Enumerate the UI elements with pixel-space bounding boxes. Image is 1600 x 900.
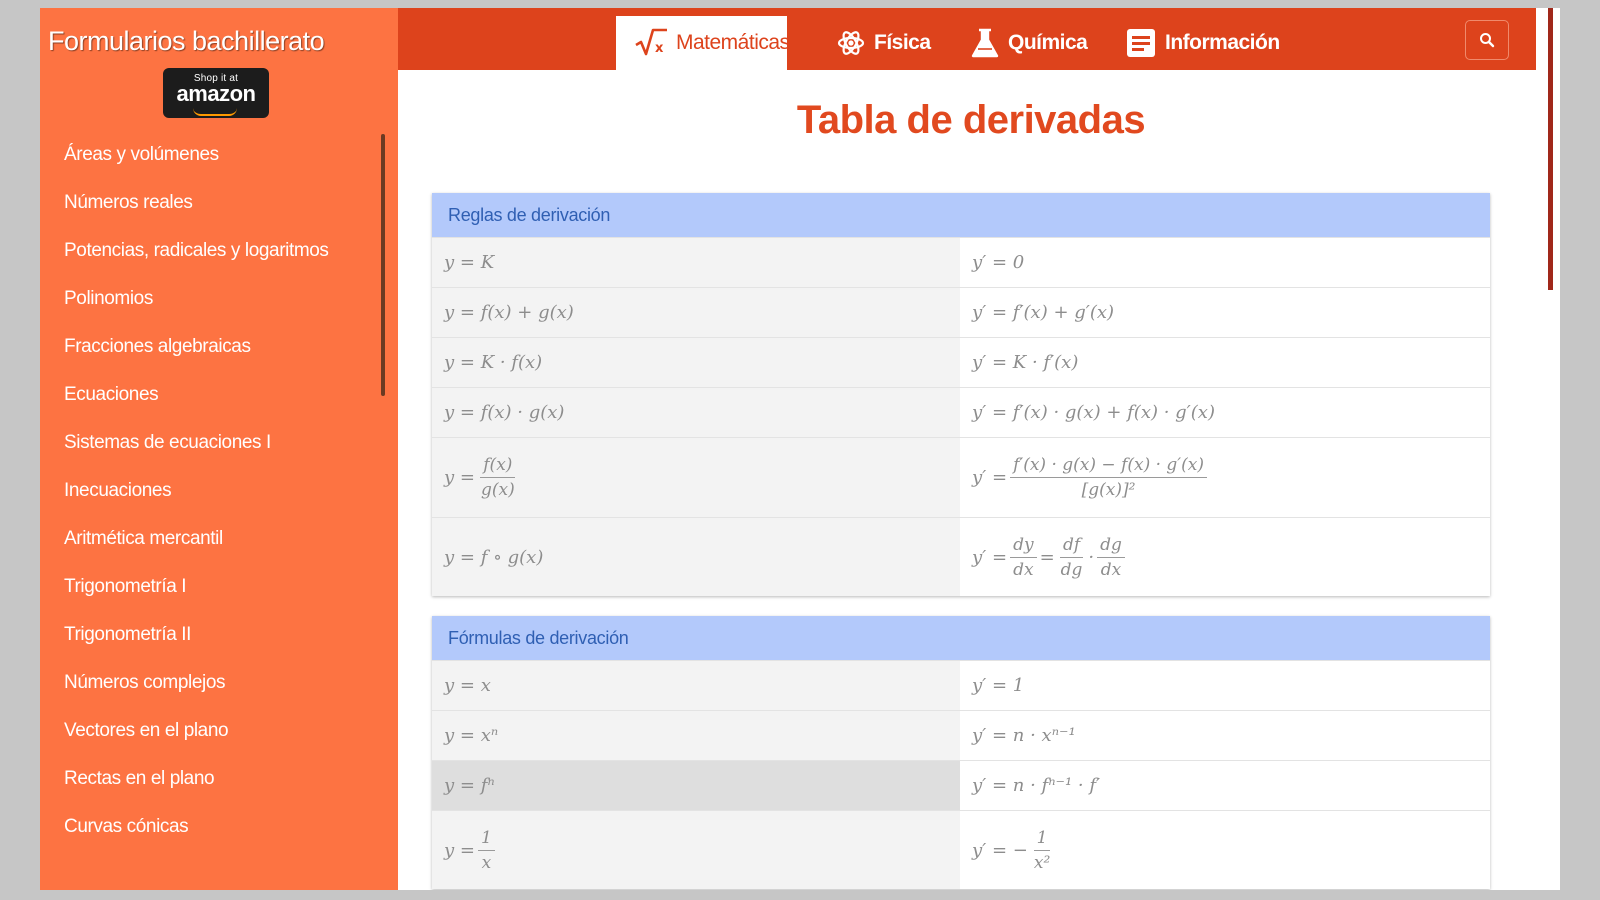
formula-right: y′ = f′(x) · g(x) + f(x) · g′(x) — [960, 388, 1490, 437]
numerator: dg — [1097, 535, 1125, 558]
numerator: df — [1060, 535, 1083, 558]
fraction — [1010, 535, 1037, 580]
formula-right: y′ = n · fⁿ⁻¹ · f′ — [960, 761, 1490, 810]
top-nav — [398, 8, 1536, 70]
amazon-badge[interactable] — [163, 68, 269, 118]
formula-left: y = f ∘ g(x) — [432, 518, 960, 596]
denominator: x² — [1033, 852, 1051, 873]
fraction — [1097, 535, 1125, 580]
badge-line1: Shop it at — [193, 73, 239, 84]
main-content — [398, 70, 1548, 890]
sidebar-item-potencias[interactable]: Potencias, radicales y logaritmos — [64, 240, 329, 261]
tab-matematicas-label: Matemáticas — [676, 31, 790, 54]
numerator: dy — [1010, 535, 1037, 558]
sidebar-item-fracciones[interactable]: Fracciones algebraicas — [64, 336, 251, 357]
section-header: Fórmulas de derivación — [432, 616, 1490, 660]
formula-right: y′ = K · f′(x) — [960, 338, 1490, 387]
table-row — [432, 237, 1490, 287]
sidebar-item-rectas[interactable]: Rectas en el plano — [64, 768, 215, 789]
formula-right: y′ = f′(x) + g′(x) — [960, 288, 1490, 337]
formula-right: y′ = 1 — [960, 661, 1490, 710]
formula-left: y = fⁿ — [432, 761, 960, 810]
search-button[interactable] — [1465, 20, 1509, 60]
sidebar-item-aritmetica[interactable]: Aritmética mercantil — [64, 528, 223, 549]
formula-left: y = K · f(x) — [432, 338, 960, 387]
tab-informacion[interactable] — [1125, 16, 1280, 70]
sidebar — [40, 8, 398, 890]
formula-prefix: y′ = — [972, 546, 1008, 568]
section-header: Reglas de derivación — [432, 193, 1490, 237]
tab-informacion-label: Información — [1165, 31, 1280, 54]
table-row — [432, 337, 1490, 387]
dot-operator: · — [1088, 546, 1095, 568]
site-title[interactable]: Formularios bachillerato — [48, 26, 325, 56]
fraction — [1031, 828, 1053, 873]
table-row — [432, 810, 1490, 889]
sidebar-item-areas[interactable]: Áreas y volúmenes — [64, 144, 219, 165]
section-reglas — [432, 193, 1490, 596]
formula-prefix: y = — [444, 839, 475, 861]
sidebar-item-sistemas[interactable]: Sistemas de ecuaciones I — [64, 432, 271, 453]
sidebar-item-vectores[interactable]: Vectores en el plano — [64, 720, 229, 741]
formula-right — [960, 811, 1490, 889]
sidebar-item-numeros-reales[interactable]: Números reales — [64, 192, 193, 213]
formula-prefix: y′ = − — [972, 839, 1028, 861]
tab-fisica[interactable] — [836, 16, 931, 70]
fraction — [1058, 535, 1086, 580]
info-icon — [1125, 27, 1157, 59]
section-formulas — [432, 616, 1490, 889]
formula-right — [960, 518, 1490, 596]
sidebar-item-polinomios[interactable]: Polinomios — [64, 288, 153, 309]
page-title: Tabla de derivadas — [796, 98, 1146, 142]
table-row — [432, 437, 1490, 517]
numerator: 1 — [478, 828, 495, 851]
amazon-smile-icon — [193, 108, 237, 116]
sqrt-icon — [634, 27, 668, 59]
app-frame — [40, 8, 1560, 890]
formula-prefix: y′ = — [972, 467, 1008, 488]
sidebar-item-trigonometria-2[interactable]: Trigonometría II — [64, 624, 191, 645]
content-scrollbar[interactable] — [1548, 8, 1553, 290]
sidebar-nav — [64, 142, 374, 862]
denominator: g(x) — [480, 480, 515, 500]
formula-right: y′ = n · xⁿ⁻¹ — [960, 711, 1490, 760]
table-row — [432, 387, 1490, 437]
sidebar-item-ecuaciones[interactable]: Ecuaciones — [64, 384, 159, 405]
badge-line2: amazon — [176, 81, 256, 106]
atom-icon — [836, 28, 866, 58]
formula-left: y = f(x) · g(x) — [432, 388, 960, 437]
denominator: dg — [1060, 559, 1083, 580]
svg-text:x: x — [655, 41, 663, 56]
sidebar-item-conicas[interactable]: Curvas cónicas — [64, 816, 189, 837]
tab-fisica-label: Física — [874, 31, 931, 54]
fraction — [1010, 455, 1207, 500]
sidebar-item-trigonometria-1[interactable]: Trigonometría I — [64, 576, 187, 597]
tab-quimica[interactable] — [970, 16, 1087, 70]
fraction — [478, 828, 495, 873]
sidebar-item-inecuaciones[interactable]: Inecuaciones — [64, 480, 172, 501]
search-icon — [1479, 32, 1495, 48]
equals-sign: = — [1039, 546, 1055, 568]
tab-quimica-label: Química — [1008, 31, 1088, 54]
denominator: dx — [1100, 559, 1122, 580]
formula-prefix: y = — [444, 467, 475, 488]
formula-left — [432, 811, 960, 889]
formula-right: y′ = 0 — [960, 238, 1490, 287]
numerator: f′(x) · g(x) − f(x) · g′(x) — [1010, 455, 1207, 478]
denominator: x — [481, 852, 492, 873]
table-row — [432, 287, 1490, 337]
table-row — [432, 760, 1490, 810]
fraction — [478, 455, 518, 500]
table-row — [432, 660, 1490, 710]
numerator: 1 — [1034, 828, 1051, 851]
denominator: [g(x)]² — [1081, 480, 1136, 500]
sidebar-item-complejos[interactable]: Números complejos — [64, 672, 226, 693]
formula-right — [960, 438, 1490, 517]
denominator: dx — [1013, 559, 1034, 580]
sidebar-scrollbar[interactable] — [381, 134, 385, 396]
table-row — [432, 517, 1490, 596]
formula-left: y = f(x) + g(x) — [432, 288, 960, 337]
flask-icon — [970, 27, 1000, 59]
formula-left — [432, 438, 960, 517]
tab-matematicas[interactable] — [616, 16, 790, 70]
formula-left: y = xⁿ — [432, 711, 960, 760]
numerator: f(x) — [480, 455, 515, 478]
formula-left: y = K — [432, 238, 960, 287]
table-row — [432, 710, 1490, 760]
formula-left: y = x — [432, 661, 960, 710]
